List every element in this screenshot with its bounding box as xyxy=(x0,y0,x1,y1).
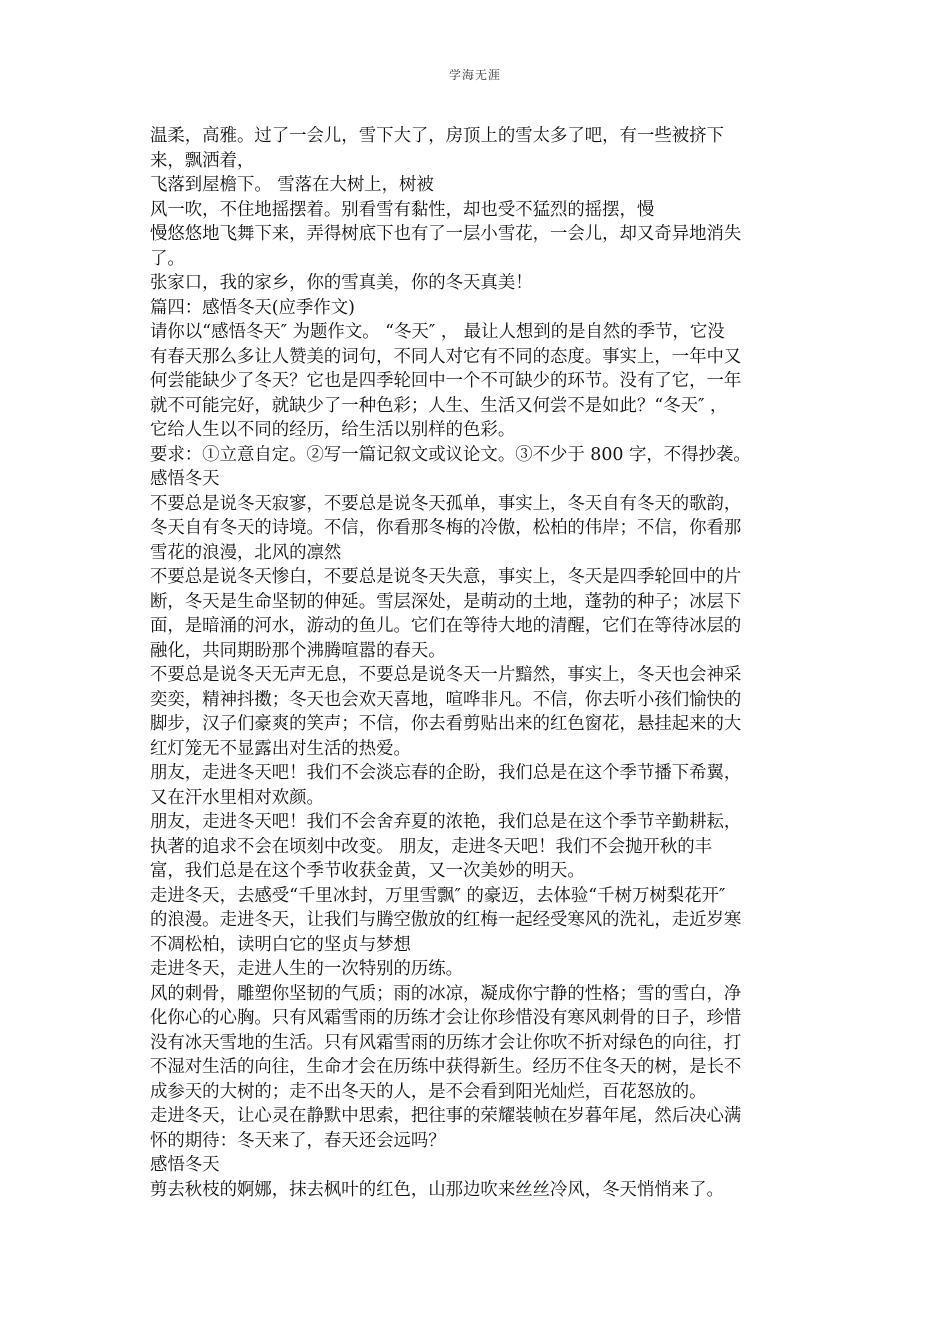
text-line: 走进冬天，让心灵在静默中思索，把往事的荣耀装帧在岁暮年尾，然后决心满 xyxy=(150,1106,742,1126)
text-line: 不要总是说冬天寂寥，不要总是说冬天孤单，事实上，冬天自有冬天的歌韵， xyxy=(150,493,742,514)
text-line: 来，飘洒着， xyxy=(150,150,255,171)
text-line: 断，冬天是生命坚韧的伸延。雪层深处，是萌动的土地，蓬勃的种子；冰层下 xyxy=(150,591,742,612)
text-line: 它给人生以不同的经历，给生活以别样的色彩。 xyxy=(150,420,516,440)
text-line: 飞落到屋檐下。 雪落在大树上，树被 xyxy=(150,175,434,195)
text-line: 风一吹，不住地摇摆着。别看雪有黏性，却也受不猛烈的摇摆，慢 xyxy=(150,199,655,220)
text-line: 请你以“感悟冬天″ 为题作文。 “冬天″ ， 最让人想到的是自然的季节，它没 xyxy=(150,322,725,342)
text-line: 冬天自有冬天的诗境。不信，你看那冬梅的冷傲，松柏的伟岸；不信，你看那 xyxy=(150,518,742,538)
text-line: 剪去秋枝的婀娜，抹去枫叶的红色，山那边吹来丝丝冷风，冬天悄悄来了。 xyxy=(150,1179,724,1200)
text-line: 脚步，汉子们豪爽的笑声；不信，你去看剪贴出来的红色窗花，悬挂起来的大 xyxy=(150,714,742,734)
text-line: 不要总是说冬天无声无息，不要总是说冬天一片黯然，事实上，冬天也会神采 xyxy=(150,665,742,685)
text-line: 面，是暗涌的河水，游动的鱼儿。它们在等待大地的清醒，它们在等待冰层的 xyxy=(150,616,742,636)
text-line: 不湿对生活的向往，生命才会在历练中获得新生。经历不住冬天的树，是长不 xyxy=(150,1057,742,1077)
essay-title: 感悟冬天 xyxy=(150,1155,220,1175)
document-body xyxy=(150,124,802,1202)
essay-title: 感悟冬天 xyxy=(150,469,220,489)
text-line: 奕奕，精神抖擞；冬天也会欢天喜地，喧哗非凡。不信，你去听小孩们愉快的 xyxy=(150,689,742,710)
text-line: 的浪漫。走进冬天，让我们与腾空傲放的红梅一起经受寒风的洗礼，走近岁寒 xyxy=(150,910,742,930)
text-line: 怀的期待：冬天来了，春天还会远吗？ xyxy=(150,1130,446,1151)
text-line: 不凋松柏，读明白它的坚贞与梦想 xyxy=(150,934,411,955)
text-line: 要求：①立意自定。②写一篇记叙文或议论文。③不少于 800 字，不得抄袭。 xyxy=(150,444,751,465)
section-title: 篇四：感悟冬天(应季作文) xyxy=(150,297,355,318)
text-line: 就不可能完好，就缺少了一种色彩；人生、生活又何尝不是如此？“冬天″ ， xyxy=(150,395,728,416)
text-line: 富，我们总是在这个季节收获金黄，又一次美妙的明天。 xyxy=(150,861,585,881)
text-line: 有春天那么多让人赞美的词句，不同人对它有不同的态度。事实上，一年中又 xyxy=(150,346,742,367)
text-line: 温柔，高雅。过了一会儿，雪下大了，房顶上的雪太多了吧，有一些被挤下 xyxy=(150,126,724,146)
text-line: 了。 xyxy=(150,248,185,269)
text-line: 张家口，我的家乡，你的雪真美，你的冬天真美！ xyxy=(150,273,533,293)
text-line: 化你心的心胸。只有风霜雪雨的历练才会让你珍惜没有寒风刺骨的日子，珍惜 xyxy=(150,1008,742,1028)
text-line: 执著的追求不会在顷刻中改变。 朋友，走进冬天吧！我们不会抛开秋的丰 xyxy=(150,836,713,857)
text-line: 不要总是说冬天惨白，不要总是说冬天失意，事实上，冬天是四季轮回中的片 xyxy=(150,567,742,587)
text-line: 雪花的浪漫，北风的凛然 xyxy=(150,542,342,563)
text-line: 何尝能缺少了冬天？它也是四季轮回中一个不可缺少的环节。没有了它，一年 xyxy=(150,371,742,391)
text-line: 朋友，走进冬天吧！我们不会舍弃夏的浓艳，我们总是在这个季节辛勤耕耘， xyxy=(150,812,742,832)
text-line: 融化，共同期盼那个沸腾喧嚣的春天。 xyxy=(150,640,446,661)
text-line: 走进冬天，走进人生的一次特别的历练。 xyxy=(150,959,464,979)
text-line: 走进冬天，去感受“千里冰封，万里雪飘″ 的豪迈，去体验“千树万树梨花开″ xyxy=(150,885,726,906)
text-line: 慢悠悠地飞舞下来，弄得树底下也有了一层小雪花，一会儿，却又奇异地消失 xyxy=(150,224,742,244)
text-line: 红灯笼无不显露出对生活的热爱。 xyxy=(150,738,411,759)
text-line: 风的刺骨，雕塑你坚韧的气质；雨的冰凉，凝成你宁静的性格；雪的雪白，净 xyxy=(150,983,742,1004)
text-line: 又在汗水里相对欢颜。 xyxy=(150,787,324,808)
text-line: 朋友，走进冬天吧！我们不会淡忘春的企盼，我们总是在这个季节播下希翼， xyxy=(150,763,742,783)
page-header: 学海无涯 xyxy=(448,68,501,82)
text-line: 成参天的大树的；走不出冬天的人，是不会看到阳光灿烂，百花怒放的。 xyxy=(150,1081,707,1102)
text-line: 没有冰天雪地的生活。只有风霜雪雨的历练才会让你吹不折对绿色的向往，打 xyxy=(150,1032,742,1053)
